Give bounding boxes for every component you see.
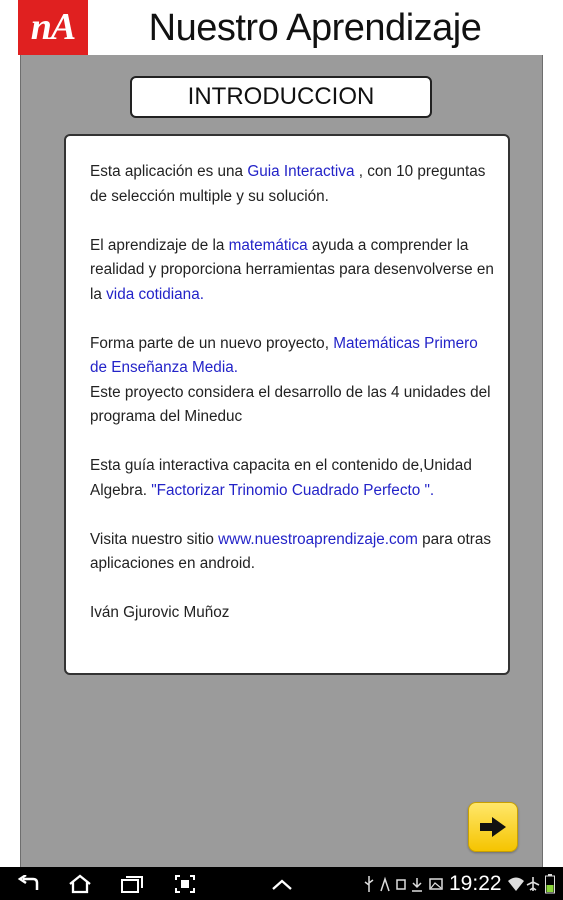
screenshot-icon[interactable] [172,872,198,896]
sync-icon [394,872,408,896]
app-title: Nuestro Aprendizaje [148,7,482,49]
app-header [0,0,563,55]
intro-paragraph-5: Visita nuestro sitio www.nuestroaprendizaje.com para otras aplicaciones en android. [90,530,492,572]
recent-apps-icon[interactable] [118,872,146,896]
image-icon [428,872,444,896]
app-logo: nA [18,0,88,55]
intro-paragraph-2: El aprendizaje de la matemática ayuda a comprender la realidad y proporciona herramientas para desenvolverse en la vida cotidiana. [90,236,494,303]
intro-paragraph-4: Esta guía interactiva capacita en el contenido de,Unidad Algebra. "Factorizar Trinomio Cuadrado Perfecto ". [90,457,472,499]
intro-paragraph-3: Forma parte de un nuevo proyecto, Matemáticas Primero de Enseñanza Media. Este proyecto considera el desarrollo de las 4 unidades del programa del Mineduc [90,334,491,425]
link-website[interactable]: www.nuestroaprendizaje.com [218,530,418,548]
signal-icon [378,872,392,896]
usb-icon [362,872,376,896]
intro-card [64,134,510,675]
link-guia-interactiva[interactable]: Guia Interactiva [247,163,359,180]
author-name: Iván Gjurovic Muñoz [90,604,230,621]
arrow-right-icon [478,816,508,838]
clock: 19:22 [449,872,502,895]
battery-icon [544,872,556,896]
link-matematicas-primero[interactable]: Matemáticas Primero de Enseñanza Media. [90,334,478,376]
wifi-icon [508,872,524,896]
link-factorizar[interactable]: "Factorizar Trinomio Cuadrado Perfecto ". [151,481,435,499]
intro-paragraph-1: Esta aplicación es una Guia Interactiva , con 10 preguntas de selección multiple y su solución. [90,163,486,205]
link-vida-cotidiana[interactable]: vida cotidiana. [106,285,204,303]
back-icon[interactable] [16,872,42,896]
download-icon [410,872,424,896]
chevron-up-icon[interactable] [270,872,294,896]
next-button[interactable] [468,802,518,852]
section-title: INTRODUCCION [130,76,432,118]
system-navigation-bar [0,867,563,900]
airplane-icon [526,872,540,896]
home-icon[interactable] [66,872,94,896]
link-matematica[interactable]: matemática [228,236,308,254]
